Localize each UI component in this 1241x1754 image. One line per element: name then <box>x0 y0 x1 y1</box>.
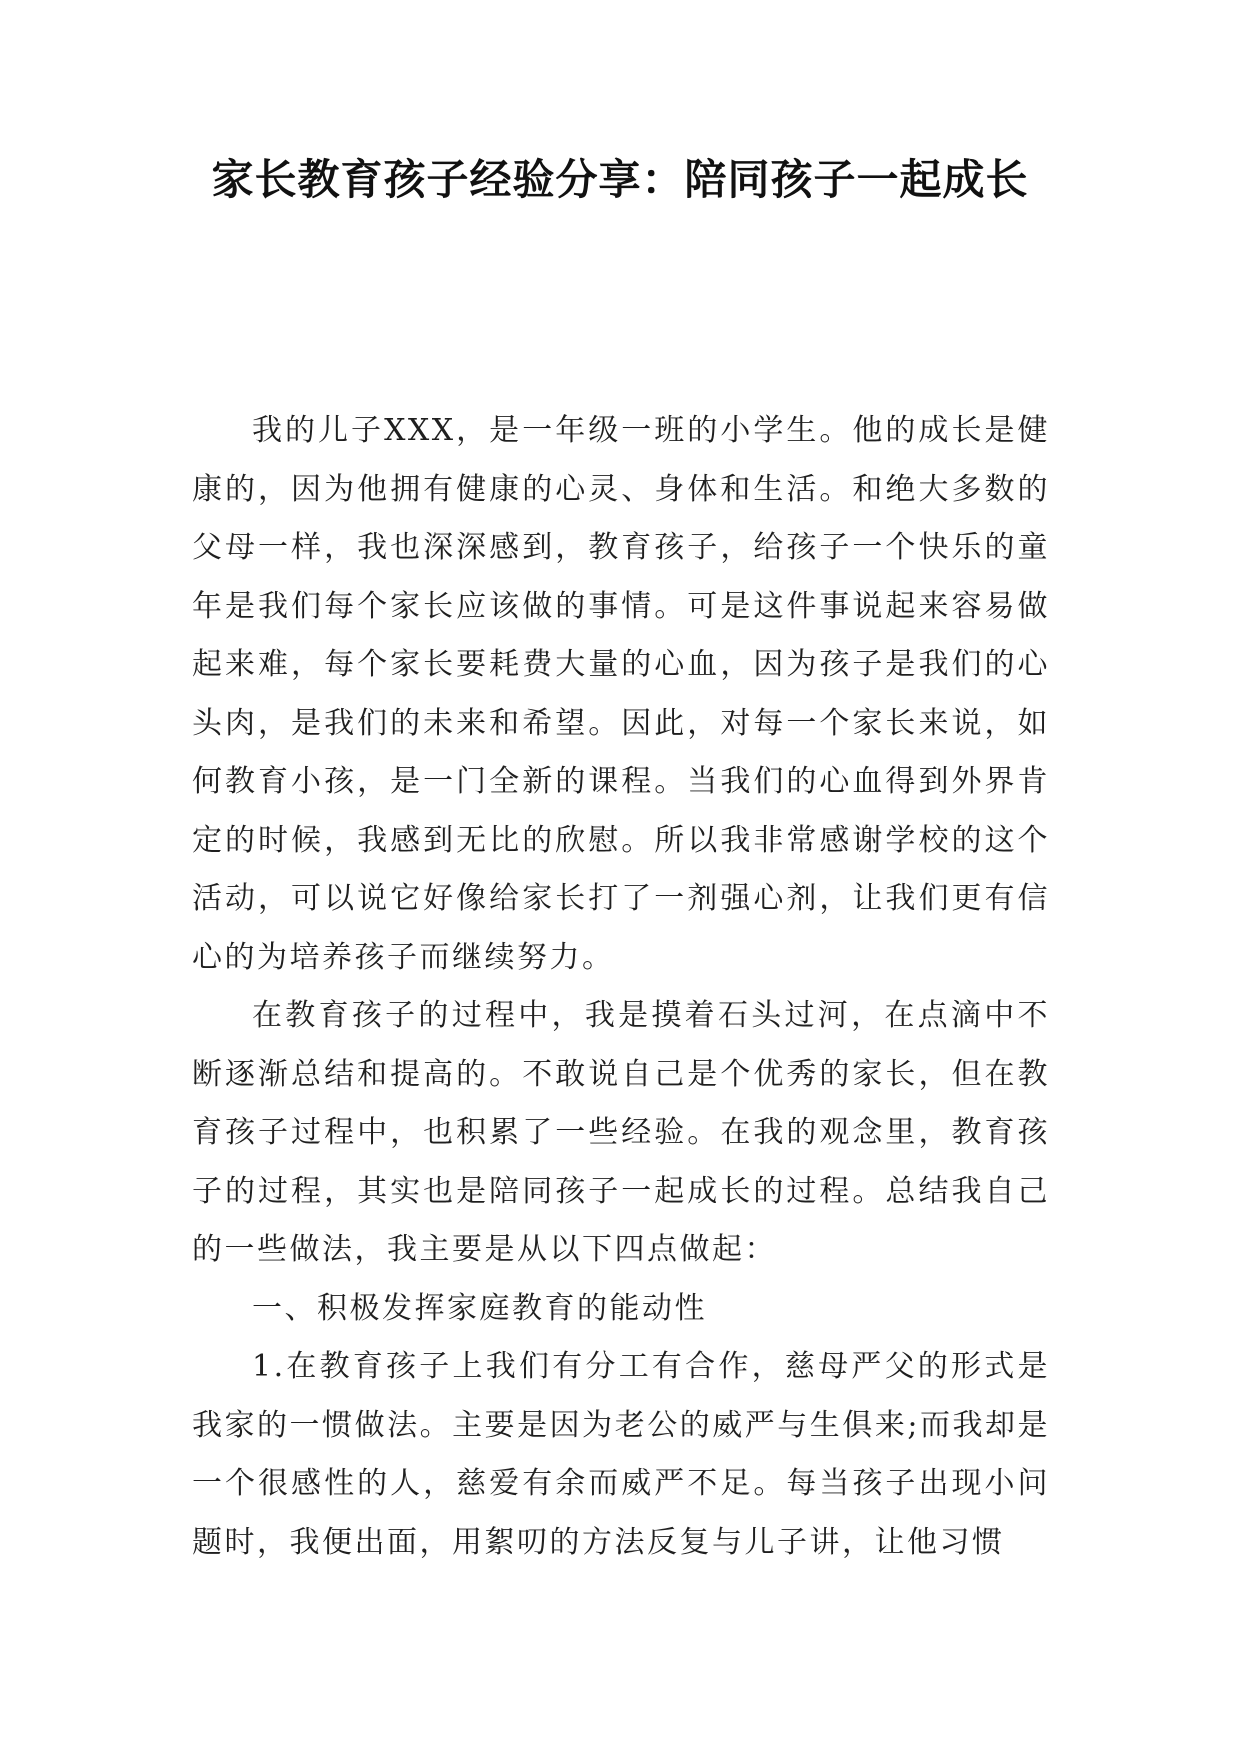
paragraph-intro: 我的儿子XXX，是一年级一班的小学生。他的成长是健康的，因为他拥有健康的心灵、身体和生活。和绝大多数的父母一样，我也深深感到，教育孩子，给孩子一个快乐的童年是我们每个家长应该做的事情。可是这件事说起来容易做起来难，每个家长要耗费大量的心血，因为孩子是我们的心头肉，是我们的未来和希望。因此，对每一个家长来说，如何教育小孩，是一门全新的课程。当我们的心血得到外界肯定的时候，我感到无比的欣慰。所以我非常感谢学校的这个活动，可以说它好像给家长打了一剂强心剂，让我们更有信心的为培养孩子而继续努力。 <box>192 413 1050 975</box>
document-body <box>192 402 1050 1572</box>
paragraph-process: 在教育孩子的过程中，我是摸着石头过河，在点滴中不断逐渐总结和提高的。不敢说自己是个优秀的家长，但在教育孩子过程中，也积累了一些经验。在我的观念里，教育孩子的过程，其实也是陪同孩子一起成长的过程。总结我自己的一些做法，我主要是从以下四点做起： <box>192 998 1050 1267</box>
document-title: 家长教育孩子经验分享：陪同孩子一起成长 <box>211 155 1029 204</box>
section-heading-1: 一、积极发挥家庭教育的能动性 <box>252 1290 707 1326</box>
paragraph-point-1: 1.在教育孩子上我们有分工有合作，慈母严父的形式是我家的一惯做法。主要是因为老公的威严与生俱来;而我却是一个很感性的人，慈爱有余而威严不足。每当孩子出现小问题时，我便出面，用絮叨的方法反复与儿子讲，让他习惯 <box>192 1349 1050 1560</box>
